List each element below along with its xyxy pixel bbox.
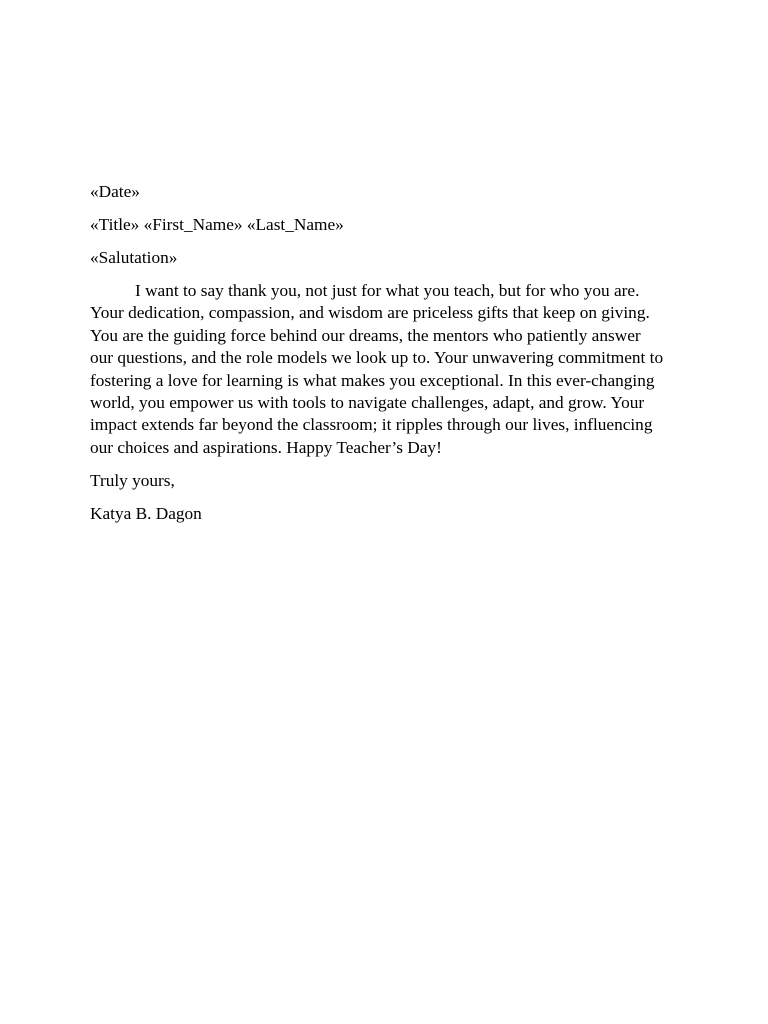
date-merge-field: «Date»	[90, 182, 140, 201]
paragraph-line: Your dedication, compassion, and wisdom are priceless gifts that keep on giving.	[90, 303, 650, 323]
paragraph-line: our choices and aspirations. Happy Teacher’s Day!	[90, 437, 442, 457]
recipient-merge-fields: «Title» «First_Name» «Last_Name»	[90, 215, 344, 234]
paragraph-line: world, you empower us with tools to navigate challenges, adapt, and grow. Your	[90, 393, 645, 413]
paragraph-line: I want to say thank you, not just for what you teach, but for who you are.	[135, 281, 640, 300]
closing: Truly yours,	[90, 470, 175, 490]
salutation-merge-field: «Salutation»	[90, 248, 178, 267]
letter-body	[90, 181, 680, 525]
signature-name: Katya B. Dagon	[90, 503, 202, 523]
letter-paragraph	[90, 280, 680, 459]
paragraph-line: impact extends far beyond the classroom; it ripples through our lives, influencing	[90, 415, 653, 435]
paragraph-line: You are the guiding force behind our dreams, the mentors who patiently answer	[90, 325, 641, 345]
paragraph-line: fostering a love for learning is what makes you exceptional. In this ever-changing	[90, 370, 655, 390]
paragraph-line: our questions, and the role models we look up to. Your unwavering commitment to	[90, 348, 664, 368]
